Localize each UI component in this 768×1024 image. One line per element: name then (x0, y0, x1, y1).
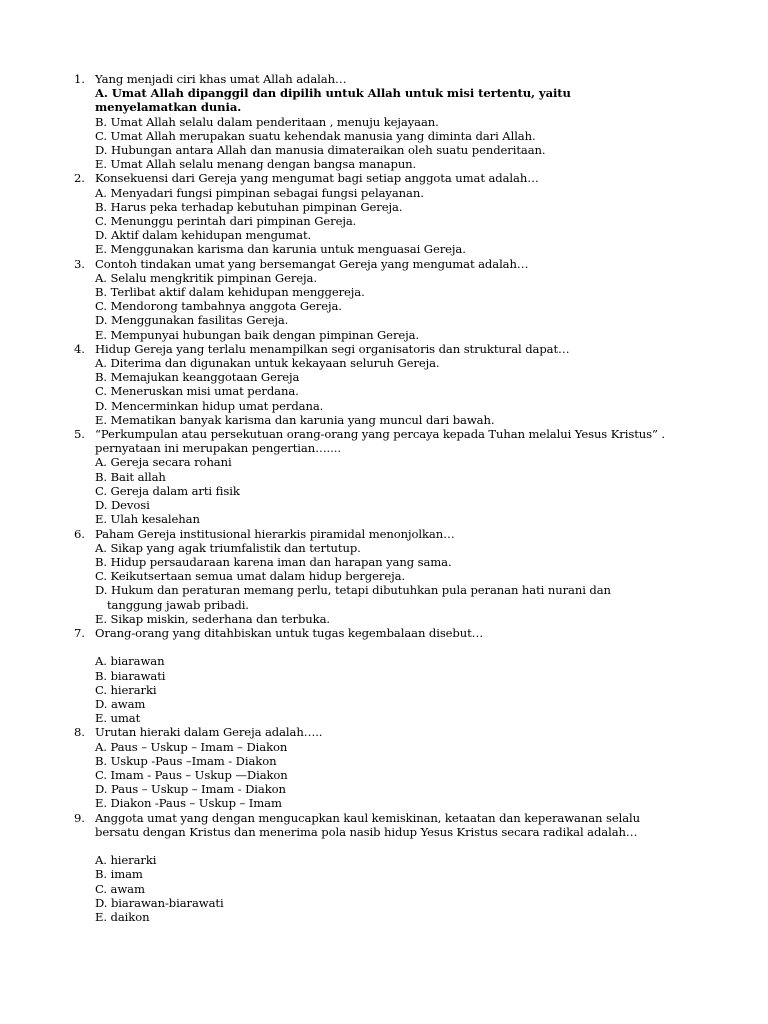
option-e: E. Diakon -Paus – Uskup – Imam (95, 796, 282, 811)
option-a: A. Selalu mengkritik pimpinan Gereja. (95, 270, 317, 285)
option-c: C. Meneruskan misi umat perdana. (95, 384, 299, 399)
option-b: B. Harus peka terhadap kebutuhan pimpinan Gereja. (95, 199, 403, 214)
question-number: 8. (74, 725, 85, 740)
question-number: 1. (74, 72, 85, 86)
option-d: D. Hukum dan peraturan memang perlu, tetapi dibutuhkan pula peranan hati nurani dan tanggung jawab pribadi. (95, 583, 611, 612)
option-c: C. Mendorong tambahnya anggota Gereja. (95, 299, 342, 314)
question-text: Konsekuensi dari Gereja yang mengumat bagi setiap anggota umat adalah… (95, 171, 539, 186)
option-d: D. Hubungan antara Allah dan manusia dimateraikan oleh suatu penderitaan. (95, 143, 546, 158)
question-number: 3. (74, 256, 85, 271)
question-6 (74, 527, 686, 626)
option-c: C. Imam - Paus – Uskup —Diakon (95, 767, 288, 782)
question-number: 7. (74, 625, 85, 640)
option-a: A. Paus – Uskup – Imam – Diakon (95, 739, 288, 754)
option-d: D. Paus – Uskup – Imam - Diakon (95, 782, 286, 797)
question-text: Paham Gereja institusional hierarkis piramidal menonjolkan… (95, 526, 455, 541)
option-a: A. Diterima dan digunakan untuk kekayaan seluruh Gereja. (95, 356, 440, 371)
option-e: E. Umat Allah selalu menang dengan bangsa manapun. (95, 157, 417, 172)
option-d: D. Devosi (95, 498, 150, 513)
option-c: C. Umat Allah merupakan suatu kehendak manusia yang diminta dari Allah. (95, 128, 536, 143)
option-e: E. Mematikan banyak karisma dan karunia yang muncul dari bawah. (95, 412, 495, 427)
option-b: B. Terlibat aktif dalam kehidupan menggereja. (95, 285, 365, 300)
question-number: 2. (74, 171, 85, 186)
question-1 (74, 72, 686, 171)
option-b: B. biarawati (95, 668, 166, 683)
option-e: E. Sikap miskin, sederhana dan terbuka. (95, 611, 330, 626)
question-8 (74, 725, 686, 810)
option-b: B. imam (95, 867, 143, 882)
option-b: B. Uskup -Paus –Imam - Diakon (95, 753, 277, 768)
question-7 (74, 626, 686, 725)
option-a: A. Umat Allah dipanggil dan dipilih untuk Allah untuk misi tertentu, yaitu menyelamatkan dunia. (95, 86, 571, 115)
option-e: E. Mempunyai hubungan baik dengan pimpinan Gereja. (95, 327, 420, 342)
question-text: Contoh tindakan umat yang bersemangat Gereja yang mengumat adalah… (95, 256, 529, 271)
option-d: D. Menggunakan fasilitas Gereja. (95, 313, 289, 328)
option-c: C. Keikutsertaan semua umat dalam hidup bergereja. (95, 569, 405, 584)
option-a: A. Gereja secara rohani (95, 455, 232, 470)
option-e: E. Ulah kesalehan (95, 512, 200, 527)
question-5 (74, 427, 686, 526)
option-d: D. Aktif dalam kehidupan mengumat. (95, 228, 312, 243)
blank-line (95, 839, 686, 853)
question-text: “Perkumpulan atau persekutuan orang-orang yang percaya kepada Tuhan melalui Yesus Kristus” . pernyataan ini merupakan pengertian….... (95, 427, 665, 456)
question-2 (74, 171, 686, 256)
question-text: Hidup Gereja yang terlalu menampilkan segi organisatoris dan struktural dapat… (95, 341, 570, 356)
question-text: Anggota umat yang dengan mengucapkan kaul kemiskinan, ketaatan dan keperawanan selalu bersatu dengan Kristus dan menerima pola nasib hidup Yesus Kristus secara radikal adalah… (95, 810, 640, 839)
option-e: E. Menggunakan karisma dan karunia untuk menguasai Gereja. (95, 242, 466, 257)
option-a: A. hierarki (95, 853, 157, 868)
option-c: C. Menunggu perintah dari pimpinan Gereja. (95, 214, 357, 229)
option-c: C. awam (95, 881, 145, 896)
option-e: E. daikon (95, 909, 150, 924)
option-d: D. biarawan-biarawati (95, 895, 224, 910)
blank-line (95, 640, 686, 654)
question-text: Urutan hieraki dalam Gereja adalah….. (95, 725, 323, 740)
option-a: A. Menyadari fungsi pimpinan sebagai fungsi pelayanan. (95, 185, 424, 200)
question-3 (74, 257, 686, 342)
question-4 (74, 342, 686, 427)
option-d: D. awam (95, 696, 146, 711)
option-e: E. umat (95, 711, 141, 726)
question-text: Orang-orang yang ditahbiskan untuk tugas kegembalaan disebut… (95, 625, 484, 640)
option-b: B. Bait allah (95, 469, 166, 484)
question-list (74, 72, 686, 924)
question-number: 9. (74, 810, 85, 825)
option-d: D. Mencerminkan hidup umat perdana. (95, 398, 324, 413)
option-a: A. Sikap yang agak triumfalistik dan tertutup. (95, 540, 361, 555)
option-c: C. hierarki (95, 682, 157, 697)
question-text: Yang menjadi ciri khas umat Allah adalah… (95, 72, 347, 86)
option-b: B. Hidup persaudaraan karena iman dan harapan yang sama. (95, 554, 452, 569)
option-c: C. Gereja dalam arti fisik (95, 483, 240, 498)
question-9 (74, 811, 686, 925)
question-number: 6. (74, 526, 85, 541)
question-number: 4. (74, 341, 85, 356)
option-b: B. Memajukan keanggotaan Gereja (95, 370, 300, 385)
option-b: B. Umat Allah selalu dalam penderitaan , menuju kejayaan. (95, 114, 439, 129)
option-a: A. biarawan (95, 654, 165, 669)
question-number: 5. (74, 427, 85, 442)
